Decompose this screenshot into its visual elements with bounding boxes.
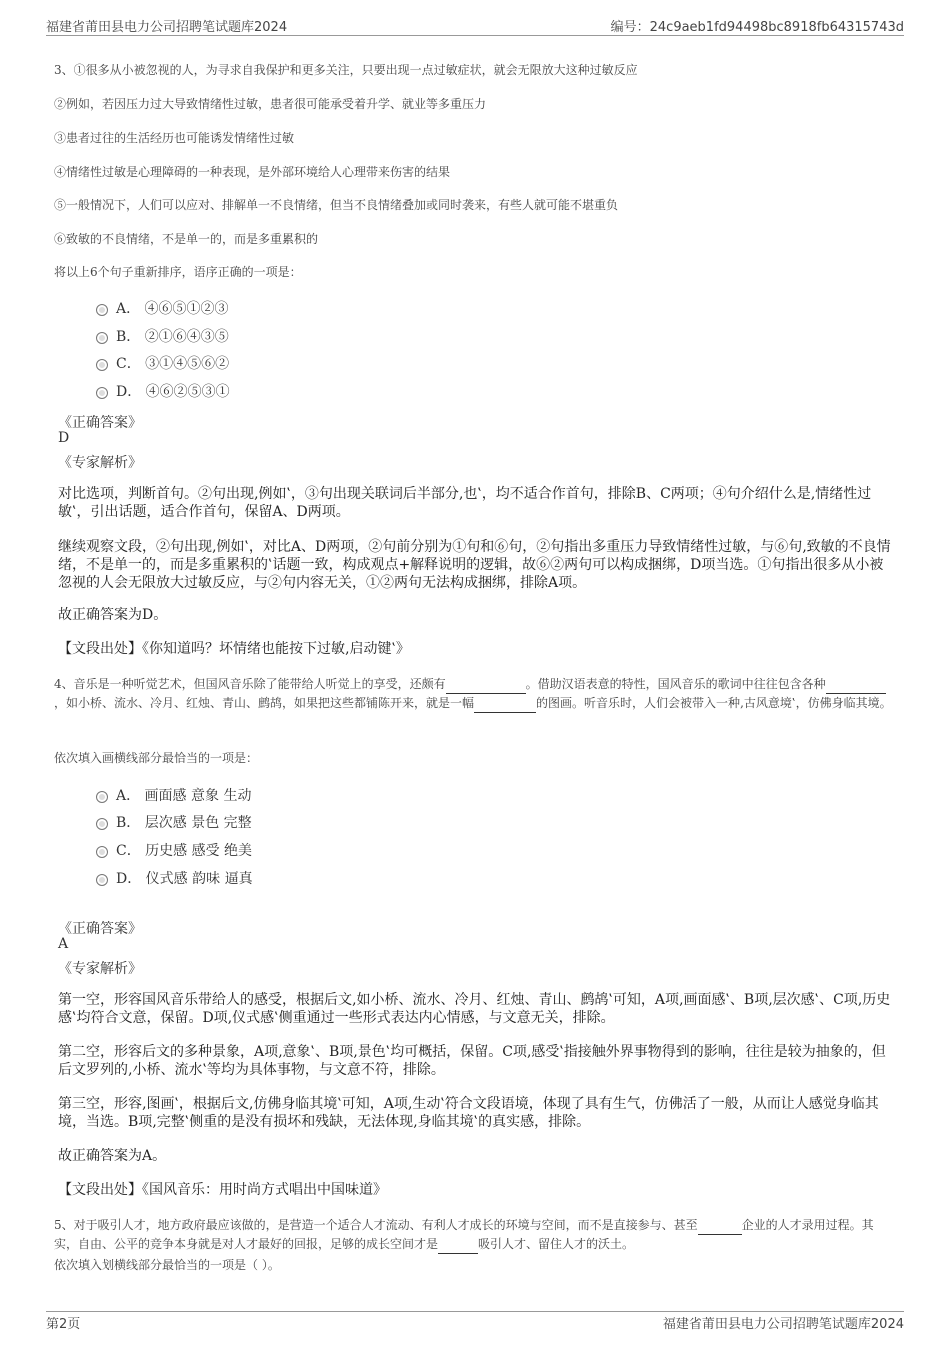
q3-option-b[interactable]: B． ②①⑥④③⑤ — [96, 326, 229, 346]
radio-icon[interactable] — [96, 791, 108, 803]
blank-2 — [826, 675, 886, 694]
q4-prompt: 依次填入画横线部分最恰当的一项是： — [54, 751, 259, 765]
q4-text: 4、音乐是一种听觉艺术，但国风音乐除了能带给人听觉上的享受，还颇有 。借助汉语表意的特性，国风音乐的歌词中往往包含各种 ，如小桥、流水、冷月、红烛、青山、鹧鸪，如果把这些都铺陈开来，就是一幅 的图画。听音乐时，人们会被带入一种‚古风意境‛，仿佛身临其境。 — [54, 675, 896, 713]
q3-analysis-label: 《专家解析》 — [58, 455, 142, 471]
q3-line-5: ⑤一般情况下，人们可以应对、排解单一不良情绪，但当不良情绪叠加或同时袭来，有些人就可能不堪重负 — [54, 198, 619, 212]
q3-line-1: 3、①很多从小被忽视的人，为寻求自我保护和更多关注，只要出现一点过敏症状，就会无限放大这种过敏反应 — [54, 63, 638, 77]
radio-icon[interactable] — [96, 387, 108, 399]
radio-icon[interactable] — [96, 359, 108, 371]
q5-text: 5、对于吸引人才，地方政府最应该做的，是营造一个适合人才流动、有利人才成长的环境与空间，而不是直接参与、甚至 企业的人才录用过程。其实，自由、公平的竞争本身就是对人才最好的回报，足够的成长空间才是 吸引人才、留住人才的沃土。 — [54, 1216, 896, 1254]
q3-option-c[interactable]: C． ③①④⑤⑥② — [96, 353, 229, 373]
q4-analysis-label: 《专家解析》 — [58, 961, 142, 977]
q3-line-2: ②例如，若因压力过大导致情绪性过敏，患者很可能承受着升学、就业等多重压力 — [54, 97, 487, 111]
q4-option-b[interactable]: B． 层次感 景色 完整 — [96, 812, 252, 832]
radio-icon[interactable] — [96, 818, 108, 830]
q3-option-a[interactable]: A． ④⑥⑤①②③ — [96, 298, 229, 318]
blank-2 — [438, 1235, 478, 1254]
radio-icon[interactable] — [96, 304, 108, 316]
q3-source: 【文段出处】《你知道吗？坏情绪也能按下过敏‚启动键‛》 — [58, 641, 410, 657]
blank-1 — [446, 675, 526, 694]
q3-option-d[interactable]: D． ④⑥②⑤③① — [96, 381, 230, 401]
q3-answer-label: 《正确答案》 — [58, 415, 142, 431]
header-title: 福建省莆田县电力公司招聘笔试题库2024 — [46, 20, 288, 35]
q3-analysis-1: 对比选项，判断首句。②句出现‚例如‛，③句出现关联词后半部分‚也‛，均不适合作首句，排除B、C两项；④句介绍什么是‚情绪性过敏‛，引出话题，适合作首句，保留A、D两项。 — [58, 486, 872, 520]
header-doc-id: 编号：24c9aeb1fd94498bc8918fb64315743d — [610, 20, 904, 35]
q4-option-d[interactable]: D． 仪式感 韵味 逼真 — [96, 868, 253, 888]
footer-title: 福建省莆田县电力公司招聘笔试题库2024 — [662, 1317, 904, 1332]
q3-analysis-3: 故正确答案为D。 — [58, 607, 168, 623]
q4-analysis-1: 第一空，形容国风音乐带给人的感受，根据后文‚如小桥、流水、冷月、红烛、青山、鹧鸪‛可知，A项‚画面感‛、B项‚层次感‛、C项‚历史感‛均符合文意，保留。D项‚仪式感‛侧重通过一些形式表达内心情感，与文意无关，排除。 — [58, 992, 891, 1026]
q3-line-3: ③患者过往的生活经历也可能诱发情绪性过敏 — [54, 131, 295, 145]
q4-analysis-4: 故正确答案为A。 — [58, 1148, 167, 1164]
header-divider — [46, 35, 904, 36]
footer-divider — [46, 1311, 904, 1312]
q4-option-a[interactable]: A． 画面感 意象 生动 — [96, 785, 251, 805]
q3-answer: D — [58, 430, 70, 446]
blank-3 — [474, 694, 536, 713]
q4-option-c[interactable]: C． 历史感 感受 绝美 — [96, 840, 252, 860]
page-number: 第2页 — [46, 1317, 81, 1332]
q3-line-6: ⑥致敏的不良情绪，不是单一的，而是多重累积的 — [54, 232, 319, 246]
q3-prompt: 将以上6个句子重新排序，语序正确的一项是： — [54, 265, 302, 279]
q5-prompt: 依次填入划横线部分最恰当的一项是（ ）。 — [54, 1258, 280, 1272]
page-footer — [46, 1313, 904, 1331]
q4-source: 【文段出处】《国风音乐：用时尚方式唱出中国味道》 — [58, 1182, 387, 1198]
q4-answer-label: 《正确答案》 — [58, 921, 142, 937]
q3-line-4: ④情绪性过敏是心理障碍的一种表现，是外部环境给人心理带来伤害的结果 — [54, 165, 451, 179]
q4-analysis-3: 第三空，形容‚图画‛，根据后文‚仿佛身临其境‛可知，A项‚生动‛符合文段语境，体现了具有生气，仿佛活了一般，从而让人感觉身临其境，当选。B项‚完整‛侧重的是没有损坏和残缺，无法体现‚身临其境‛的真实感，排除。 — [58, 1096, 879, 1130]
blank-1 — [698, 1216, 742, 1235]
q3-analysis-2: 继续观察文段，②句出现‚例如‛，对比A、D两项，②句前分别为①句和⑥句，②句指出多重压力导致情绪性过敏，与⑥句‚致敏的不良情绪，不是单一的，而是多重累积的‛话题一致，构成观点+解释说明的逻辑，故⑥②两句可以构成捆绑，D项当选。①句指出很多从小被忽视的人会无限放大过敏反应，与②句内容无关，①②两句无法构成捆绑，排除A项。 — [58, 539, 891, 591]
q4-analysis-2: 第二空，形容后文的多种景象，A项‚意象‛、B项‚景色‛均可概括，保留。C项‚感受‛指接触外界事物得到的影响，往往是较为抽象的，但后文罗列的‚小桥、流水‛等均为具体事物，与文意不符，排除。 — [58, 1044, 886, 1078]
page-header — [46, 12, 904, 34]
radio-icon[interactable] — [96, 332, 108, 344]
q4-answer: A — [58, 936, 69, 952]
radio-icon[interactable] — [96, 846, 108, 858]
radio-icon[interactable] — [96, 874, 108, 886]
